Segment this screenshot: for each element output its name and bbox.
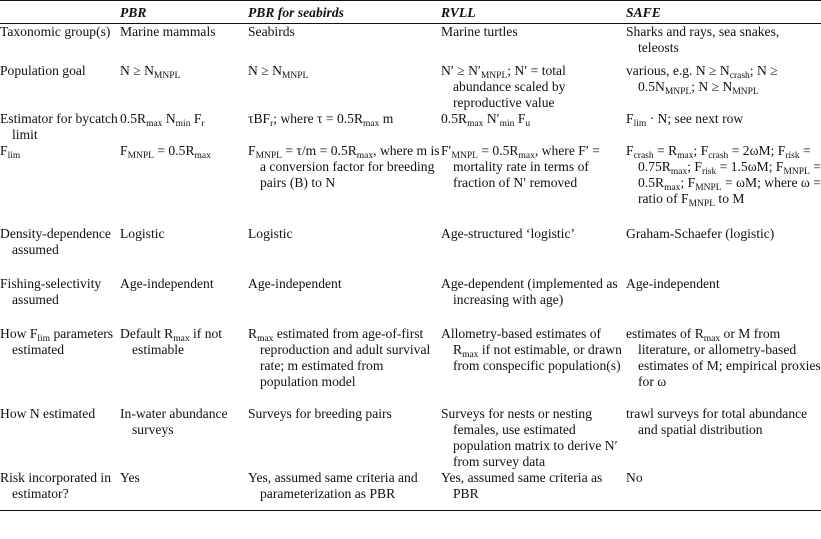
table-row [0, 226, 821, 276]
table-cell: Surveys for breeding pairs [248, 405, 392, 421]
table-cell: No [626, 470, 821, 511]
table-cell: trawl surveys for total abundance and spatial distribution [626, 405, 808, 437]
table-cell: Logistic [120, 225, 165, 241]
table-cell: Age-dependent (implemented as increasing with age) [441, 275, 618, 307]
table-cell: Graham-Schaefer (logistic) [626, 225, 775, 241]
table-cell: Marine mammals [120, 24, 216, 39]
table-cell: $F_{crash} = R_{max}$; $F_{crash} = 2\omega M$; $F_{risk} = 0.75R_{max}$; $F_{risk} = 1.5\omega M$; $F_{MNPL} = 0.5R_{max}$; $F_{MNPL} = \omega M$; where ω = ratio of $F_{MNPL}$ to M [626, 142, 821, 209]
table-row [0, 111, 821, 143]
row-label: Taxonomic group(s) [0, 24, 111, 39]
table-cell: Marine turtles [441, 24, 518, 39]
row-label: Fishing-selectivity assumed [0, 275, 102, 307]
row-label: $F_{lim}$ [0, 142, 21, 161]
table-cell: Surveys for nests or nesting females, use estimated population matrix to derive N′ from survey data [441, 405, 618, 469]
table-cell: $N \ge N_{MNPL}$ [120, 62, 181, 81]
table-cell: estimates of $R_{max}$ or M from literature, or allometry-based estimates of M; empirical proxies for ω [626, 325, 821, 389]
table-header-row [0, 1, 821, 24]
table-cell: Yes, assumed same criteria as PBR [441, 470, 626, 511]
table-cell: τBF$_r$; where $\tau = 0.5R_{max}$ m [248, 110, 394, 129]
table-cell: Age-structured ‘logistic’ [441, 225, 576, 241]
table-row [0, 276, 821, 326]
table-row [0, 470, 821, 511]
table-cell: $F'_{MNPL} = 0.5R_{max}$, where F′ = mortality rate in terms of fraction of N′ removed [441, 142, 600, 190]
table-row [0, 24, 821, 63]
table-cell: Seabirds [248, 24, 295, 39]
table-cell: $F_{MNPL} = 0.5R_{max}$ [120, 142, 211, 161]
row-label: Density-dependence assumed [0, 225, 111, 257]
table-cell: In-water abundance surveys [120, 405, 228, 437]
table-cell: Yes, assumed same criteria and parameterization as PBR [248, 470, 441, 511]
table-cell: $0.5R_{max}$ $N_{min}$ $F_r$ [120, 110, 205, 129]
table-cell: various, e.g. $N \ge N_{crash}$; $N \ge 0.5N_{MNPL}$; $N \ge N_{MNPL}$ [626, 62, 778, 97]
row-label: How N estimated [0, 405, 96, 421]
header-rvll: RVLL [441, 1, 626, 24]
table-cell: Logistic [248, 225, 293, 241]
row-label: Risk incorporated in estimator? [0, 470, 120, 511]
table-cell: Default $R_{max}$ if not estimable [120, 325, 223, 357]
table-cell: Yes [120, 470, 248, 511]
table-row [0, 63, 821, 111]
table-cell: $N' \ge N'_{MNPL}$; N′ = total abundance scaled by reproductive value [441, 62, 566, 110]
table-cell: Sharks and rays, sea snakes, teleosts [626, 24, 780, 55]
table-cell: $R_{max}$ estimated from age-of-first reproduction and adult survival rate; m estimated from population model [248, 325, 431, 389]
header-pbr: PBR [120, 1, 248, 24]
table-cell: $N \ge N_{MNPL}$ [248, 62, 309, 81]
header-pbr-seabirds: PBR for seabirds [248, 1, 441, 24]
table-cell: Age-independent [626, 275, 720, 291]
table-cell: Age-independent [248, 275, 342, 291]
row-label: Estimator for bycatch limit [0, 110, 118, 142]
table-cell: $F_{MNPL} = \tau/m = 0.5R_{max}$, where m is a conversion factor for breeding pairs (B) to N [248, 142, 440, 190]
table-row [0, 326, 821, 406]
header-safe: SAFE [626, 1, 821, 24]
table-cell: Allometry-based estimates of $R_{max}$ if not estimable, or drawn from conspecific population(s) [441, 325, 622, 373]
table-cell: $F_{lim} \cdot N$; see next row [626, 110, 744, 129]
header-blank [0, 1, 120, 24]
table-cell: Age-independent [120, 275, 214, 291]
row-label: Population goal [0, 62, 86, 78]
table-row [0, 143, 821, 226]
table-cell: $0.5R_{max}$ $N'_{min}$ $F_u$ [441, 110, 531, 129]
table-row [0, 406, 821, 470]
row-label: How $F_{lim}$ parameters estimated [0, 325, 114, 357]
